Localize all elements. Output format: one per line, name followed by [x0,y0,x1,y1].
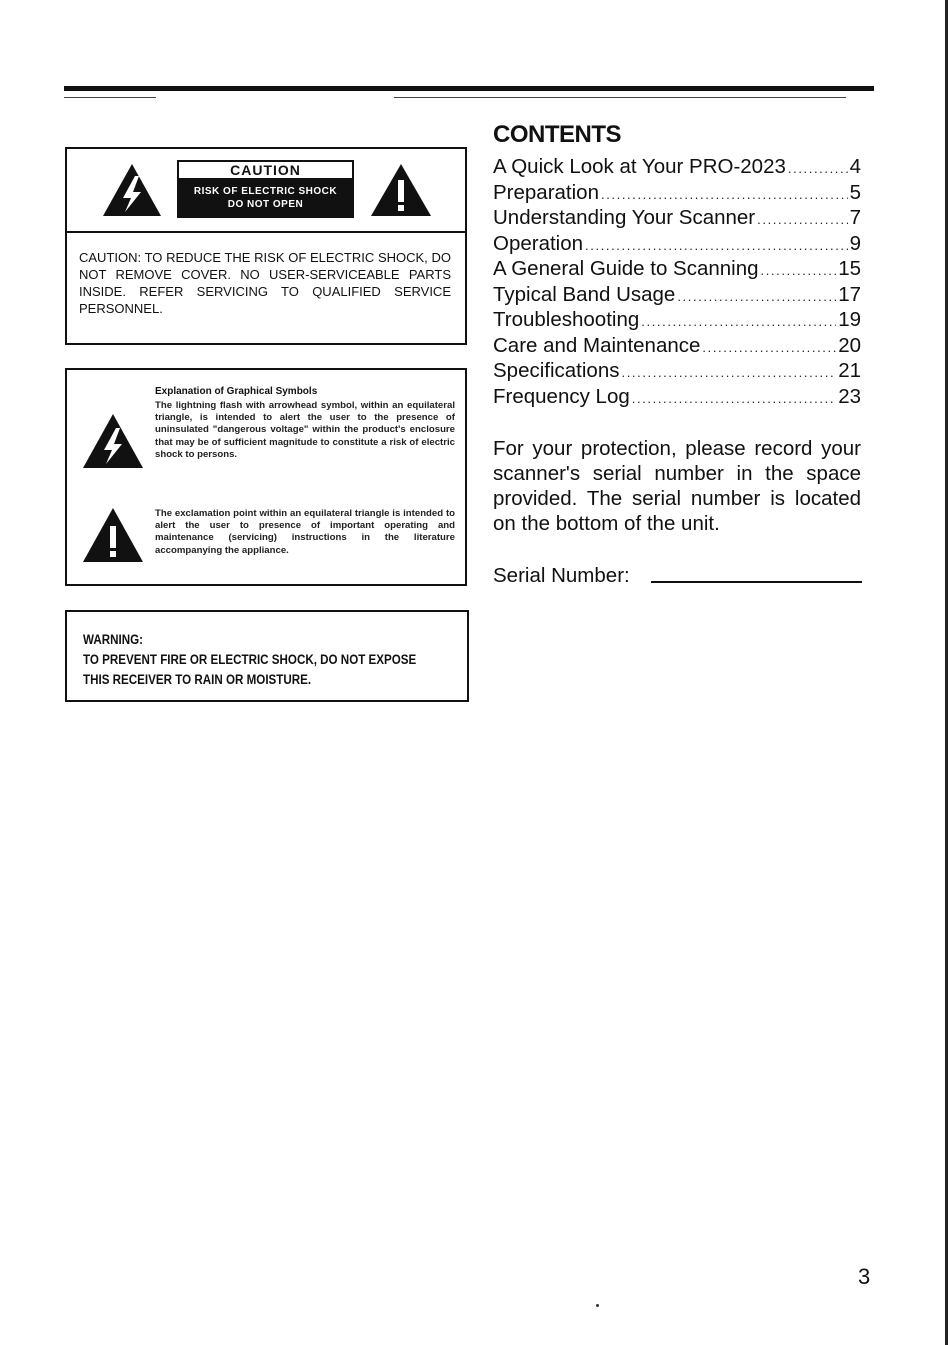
toc-item[interactable] [493,385,861,411]
caution-text: CAUTION: TO REDUCE THE RISK OF ELECTRIC SHOCK, DO NOT REMOVE COVER. NO USER-SERVICEABLE PARTS INSIDE. REFER SERVICING TO QUALIFIED SERVICE PERSONNEL. [79,250,451,316]
caution-label-risk [177,180,354,218]
caution-label-title: CAUTION [177,160,354,180]
speck [596,1304,599,1307]
warning-box [65,610,469,702]
toc-leader [632,391,836,406]
toc-item-page: 20 [838,333,861,357]
toc-item[interactable] [493,308,861,334]
warning-text [83,630,461,690]
caution-symbol-strip [67,149,465,233]
toc-item-title: A General Guide to Scanning [493,257,759,280]
toc-item-title: A Quick Look at Your PRO-2023 [493,155,786,178]
toc-item-page: 17 [838,282,861,306]
symbols-title: Explanation of Graphical Symbols [155,386,318,397]
toc-item[interactable] [493,206,861,232]
lightning-triangle-icon [81,412,145,470]
toc-item-title: Specifications [493,359,620,382]
exclamation-triangle-icon [369,162,433,218]
protection-note: For your protection, please record your scanner's serial number in the space provided. The serial number is located on the bottom of the unit. [493,437,861,535]
toc-item[interactable] [493,232,861,258]
exclamation-explanation: The exclamation point within an equilateral triangle is intended to alert the user to presence of important operating and maintenance (servicing) instructions in the literature accompanying the appliance. [155,508,455,556]
risk-line-1: RISK OF ELECTRIC SHOCK [193,186,338,197]
risk-line-2: DO NOT OPEN [227,199,304,210]
serial-number-field[interactable] [651,581,862,583]
toc-item[interactable] [493,334,861,360]
toc-item[interactable] [493,155,861,181]
toc-item-title: Care and Maintenance [493,333,701,357]
caution-label [177,160,354,218]
toc-leader [585,238,848,253]
toc-item-title: Operation [493,231,584,255]
toc-item-page: 19 [838,308,861,331]
toc-item[interactable] [493,283,861,309]
toc-leader [601,187,848,202]
toc-item[interactable] [493,359,861,385]
warning-heading: WARNING: [83,632,143,647]
toc-item[interactable] [493,181,861,207]
toc-item-page: 4 [849,155,861,178]
toc-item[interactable] [493,257,861,283]
toc-item-title: Frequency Log [493,384,630,408]
lightning-explanation: The lightning flash with arrowhead symbol, within an equilateral triangle, is intended to alert the user to the presence of uninsulated "dangerous voltage" within the product's enclosure that may be of sufficient magnitude to constitute a risk of electric shock to persons. [155,400,455,460]
toc-item-page: 15 [838,257,861,280]
toc-item-page: 21 [838,359,861,382]
symbols-box [65,368,467,586]
lightning-triangle-icon [101,162,163,218]
toc-item-page: 9 [849,231,861,255]
toc-item-page: 7 [849,206,861,229]
toc-leader [621,365,836,380]
toc-leader [641,314,836,329]
toc-leader [761,263,837,278]
toc-item-title: Understanding Your Scanner [493,206,756,229]
toc-item-page: 5 [849,180,861,204]
table-of-contents [493,155,861,410]
thin-rule-right [394,97,846,98]
toc-item-title: Typical Band Usage [493,282,676,306]
page-edge [945,0,948,1345]
toc-item-title: Troubleshooting [493,308,640,331]
contents-title: CONTENTS [493,121,621,148]
top-rule [64,86,874,91]
toc-leader [702,340,836,355]
toc-item-title: Preparation [493,180,599,204]
toc-leader [757,212,847,227]
warning-line-2: THIS RECEIVER TO RAIN OR MOISTURE. [83,672,312,687]
toc-item-page: 23 [838,384,861,408]
thin-rule-left [64,97,156,98]
serial-number-label: Serial Number: [493,564,630,587]
toc-leader [677,289,836,304]
caution-box [65,147,467,345]
page-number: 3 [858,1264,871,1289]
warning-line-1: TO PREVENT FIRE OR ELECTRIC SHOCK, DO NOT EXPOSE [83,652,417,667]
exclamation-triangle-icon [81,506,145,564]
toc-leader [788,161,848,176]
